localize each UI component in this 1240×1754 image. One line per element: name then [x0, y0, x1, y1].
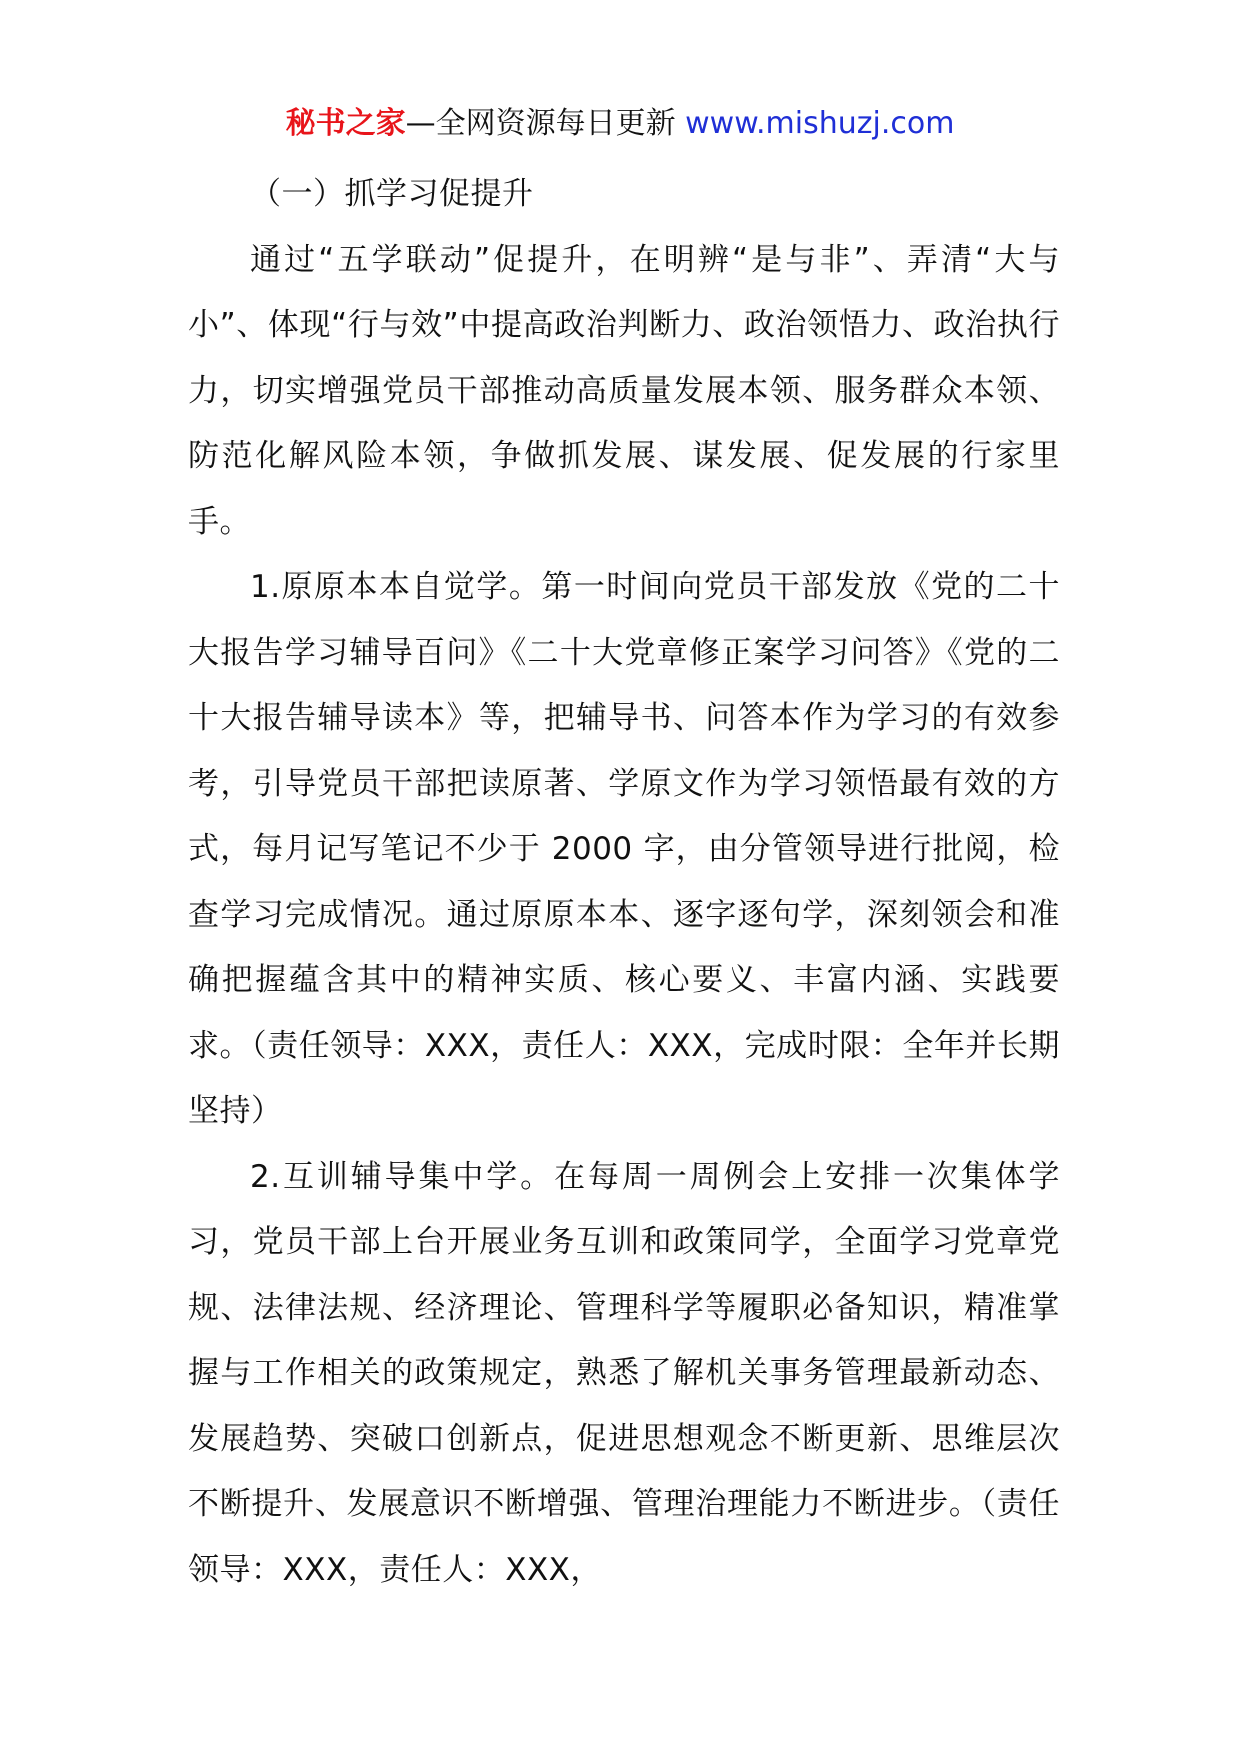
site-url-link[interactable]: www.mishuzj.com	[685, 106, 955, 141]
paragraph-item-1: 1.原原本本自觉学。第一时间向党员干部发放《党的二十大报告学习辅导百问》《二十大党章修正案学习问答》《党的二十大报告辅导读本》等，把辅导书、问答本作为学习的有效参考，引导党员干部把读原著、学原文作为学习领悟最有效的方式，每月记写笔记不少于 2000 字，由分管领导进行批阅，检查学习完成情况。通过原原本本、逐字逐句学，深刻领会和准确把握蕴含其中的精神实质、核心要义、丰富内涵、实践要求。（责任领导：XXX，责任人：XXX，完成时限：全年并长期坚持）	[188, 569, 1060, 1129]
document-body	[188, 162, 1060, 1603]
section-title: （一）抓学习促提升	[250, 176, 534, 212]
paragraph-item-2: 2.互训辅导集中学。在每周一周例会上安排一次集体学习，党员干部上台开展业务互训和政策同学，全面学习党章党规、法律法规、经济理论、管理科学等履职必备知识，精准掌握与工作相关的政策规定，熟悉了解机关事务管理最新动态、发展趋势、突破口创新点，促进思想观念不断更新、思维层次不断提升、发展意识不断增强、管理治理能力不断进步。（责任领导：XXX，责任人：XXX，	[188, 1158, 1060, 1588]
paragraph-intro: 通过“五学联动”促提升，在明辨“是与非”、弄清“大与小”、体现“行与效”中提高政治判断力、政治领悟力、政治执行力，切实增强党员干部推动高质量发展本领、服务群众本领、防范化解风险本领，争做抓发展、谋发展、促发展的行家里手。	[188, 241, 1060, 540]
site-tagline: —全网资源每日更新	[405, 106, 686, 141]
site-header	[0, 100, 1240, 148]
site-brand: 秘书之家	[285, 106, 406, 141]
